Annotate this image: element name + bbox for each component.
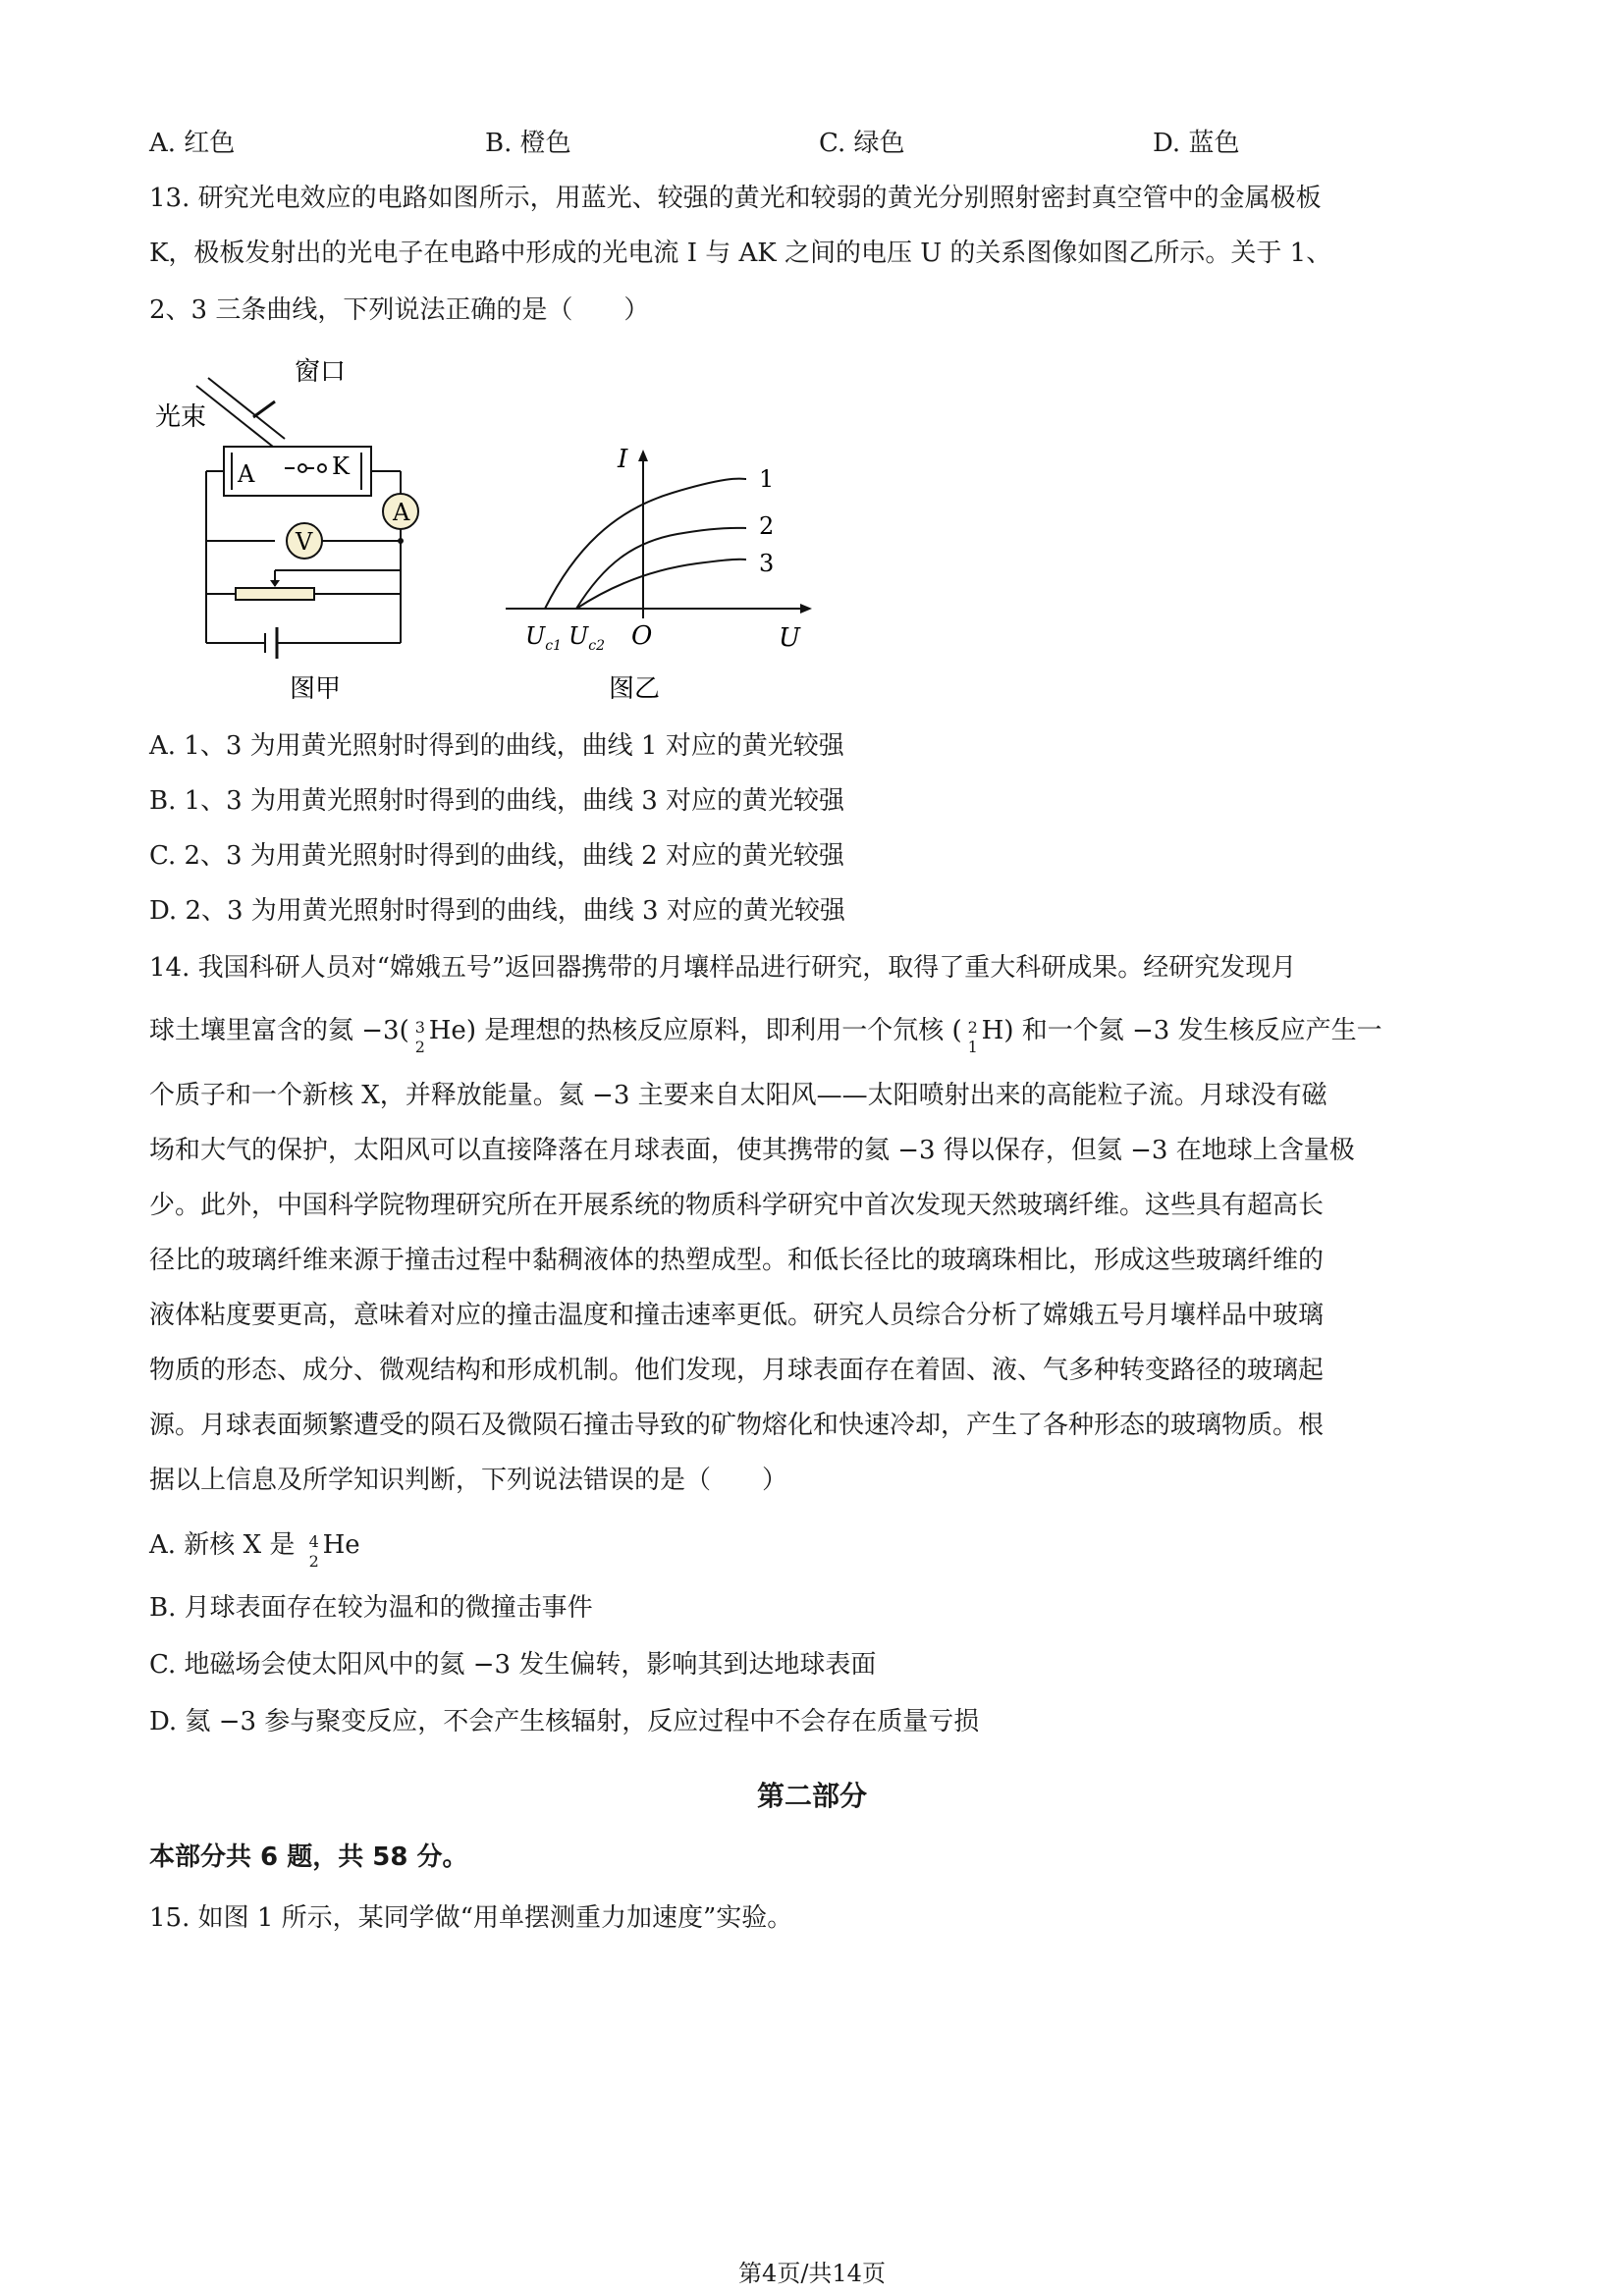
q14-stem-line10: 据以上信息及所学知识判断，下列说法错误的是（ ）: [149, 1466, 788, 1495]
light-beam-ray: [196, 386, 273, 447]
q13-stem-line3: 2、3 三条曲线，下列说法正确的是（ ）: [149, 295, 650, 325]
slider-arrow: [270, 580, 280, 587]
junction: [398, 538, 404, 544]
electron: [298, 464, 306, 472]
rheostat: [236, 588, 314, 600]
electron: [318, 464, 326, 472]
q14-option-d: D. 氦 −3 参与聚变反应，不会产生核辐射，反应过程中不会存在质量亏损: [149, 1707, 980, 1736]
figure-yi-caption: 图乙: [609, 674, 661, 704]
uc1-label: $U_{c1}$: [525, 622, 562, 654]
anode-label: A: [238, 460, 255, 488]
voltmeter-label: V: [296, 528, 313, 556]
figure-jia-caption: 图甲: [290, 674, 342, 704]
q13-option-d: D. 2、3 为用黄光照射时得到的曲线，曲线 3 对应的黄光较强: [149, 896, 845, 926]
option-c: C. 绿色: [819, 129, 905, 158]
uc2-label: $U_{c2}$: [568, 622, 605, 654]
cathode-label: K: [332, 453, 350, 480]
q14-option-c: C. 地磁场会使太阳风中的氦 −3 发生偏转，影响其到达地球表面: [149, 1650, 877, 1680]
q14-option-b: B. 月球表面存在较为温和的微撞击事件: [149, 1593, 593, 1623]
i-axis-label: I: [618, 445, 628, 474]
option-b: B. 橙色: [485, 129, 571, 158]
q13-option-c: C. 2、3 为用黄光照射时得到的曲线，曲线 2 对应的黄光较强: [149, 841, 844, 871]
option-d: D. 蓝色: [1153, 129, 1240, 158]
circuit-diagram: [147, 348, 432, 717]
u-axis-arrow: [800, 604, 812, 614]
ammeter-label: A: [393, 499, 410, 526]
beam-label: 光束: [155, 402, 207, 432]
q14-stem-line4: 场和大气的保护，太阳风可以直接降落在月球表面，使其携带的氦 −3 得以保存，但氦 −3 在地球上含量极: [149, 1136, 1355, 1165]
q14-stem-line5: 少。此外，中国科学院物理研究所在开展系统的物质科学研究中首次发现天然玻璃纤维。这些具有超高长: [149, 1191, 1325, 1220]
page-number: 第4页/共14页: [738, 2260, 886, 2287]
q14-option-a: A. 新核 X 是 4 2 He: [149, 1530, 360, 1571]
q14-stem-line9: 源。月球表面频繁遭受的陨石及微陨石撞击导致的矿物熔化和快速冷却，产生了各种形态的玻璃物质。根: [149, 1411, 1325, 1440]
q13-option-a: A. 1、3 为用黄光照射时得到的曲线，曲线 1 对应的黄光较强: [149, 731, 844, 761]
part-two-intro: 本部分共 6 题，共 58 分。: [149, 1842, 468, 1872]
q13-stem-line2: K，极板发射出的光电子在电路中形成的光电流 I 与 AK 之间的电压 U 的关系图像如图乙所示。关于 1、: [149, 239, 1332, 268]
q14-stem-line2: 球土壤里富含的氦 −3( 3 2 He) 是理想的热核反应原料，即利用一个氘核 ( 2 1 H) 和一个氦 −3 发生核反应产生一: [149, 1016, 1382, 1056]
q14-stem-line6: 径比的玻璃纤维来源于撞击过程中黏稠液体的热塑成型。和低长径比的玻璃珠相比，形成这些玻璃纤维的: [149, 1246, 1325, 1275]
iu-graph: [506, 432, 830, 717]
q14-stem-line3: 个质子和一个新核 X，并释放能量。氦 −3 主要来自太阳风——太阳喷射出来的高能粒子流。月球没有磁: [149, 1081, 1327, 1110]
light-beam-ray: [208, 378, 285, 439]
i-axis-arrow: [638, 450, 648, 461]
curve-3-label: 3: [759, 550, 775, 577]
q14-stem-line7: 液体粘度要更高，意味着对应的撞击温度和撞击速率更低。研究人员综合分析了嫦娥五号月壤样品中玻璃: [149, 1301, 1325, 1330]
q14-stem-line1: 14. 我国科研人员对“嫦娥五号”返回器携带的月壤样品进行研究，取得了重大科研成果。经研究发现月: [149, 953, 1297, 983]
curve-2: [576, 528, 746, 609]
curve-2-label: 2: [759, 512, 775, 540]
q15-stem: 15. 如图 1 所示，某同学做“用单摆测重力加速度”实验。: [149, 1903, 793, 1933]
option-a: A. 红色: [149, 129, 236, 158]
origin-label: O: [631, 621, 653, 651]
window-mark: [253, 401, 275, 417]
q13-stem-line1: 13. 研究光电效应的电路如图所示，用蓝光、较强的黄光和较弱的黄光分别照射密封真空管中的金属极板: [149, 184, 1322, 213]
u-axis-label: U: [779, 623, 800, 653]
curve-3: [576, 560, 746, 609]
curve-1-label: 1: [759, 465, 775, 493]
q13-option-b: B. 1、3 为用黄光照射时得到的曲线，曲线 3 对应的黄光较强: [149, 786, 845, 816]
window-label: 窗口: [295, 357, 347, 387]
part-two-title: 第二部分: [756, 1780, 867, 1812]
q14-stem-line8: 物质的形态、成分、微观结构和形成机制。他们发现，月球表面存在着固、液、气多种转变路径的玻璃起: [149, 1356, 1325, 1385]
